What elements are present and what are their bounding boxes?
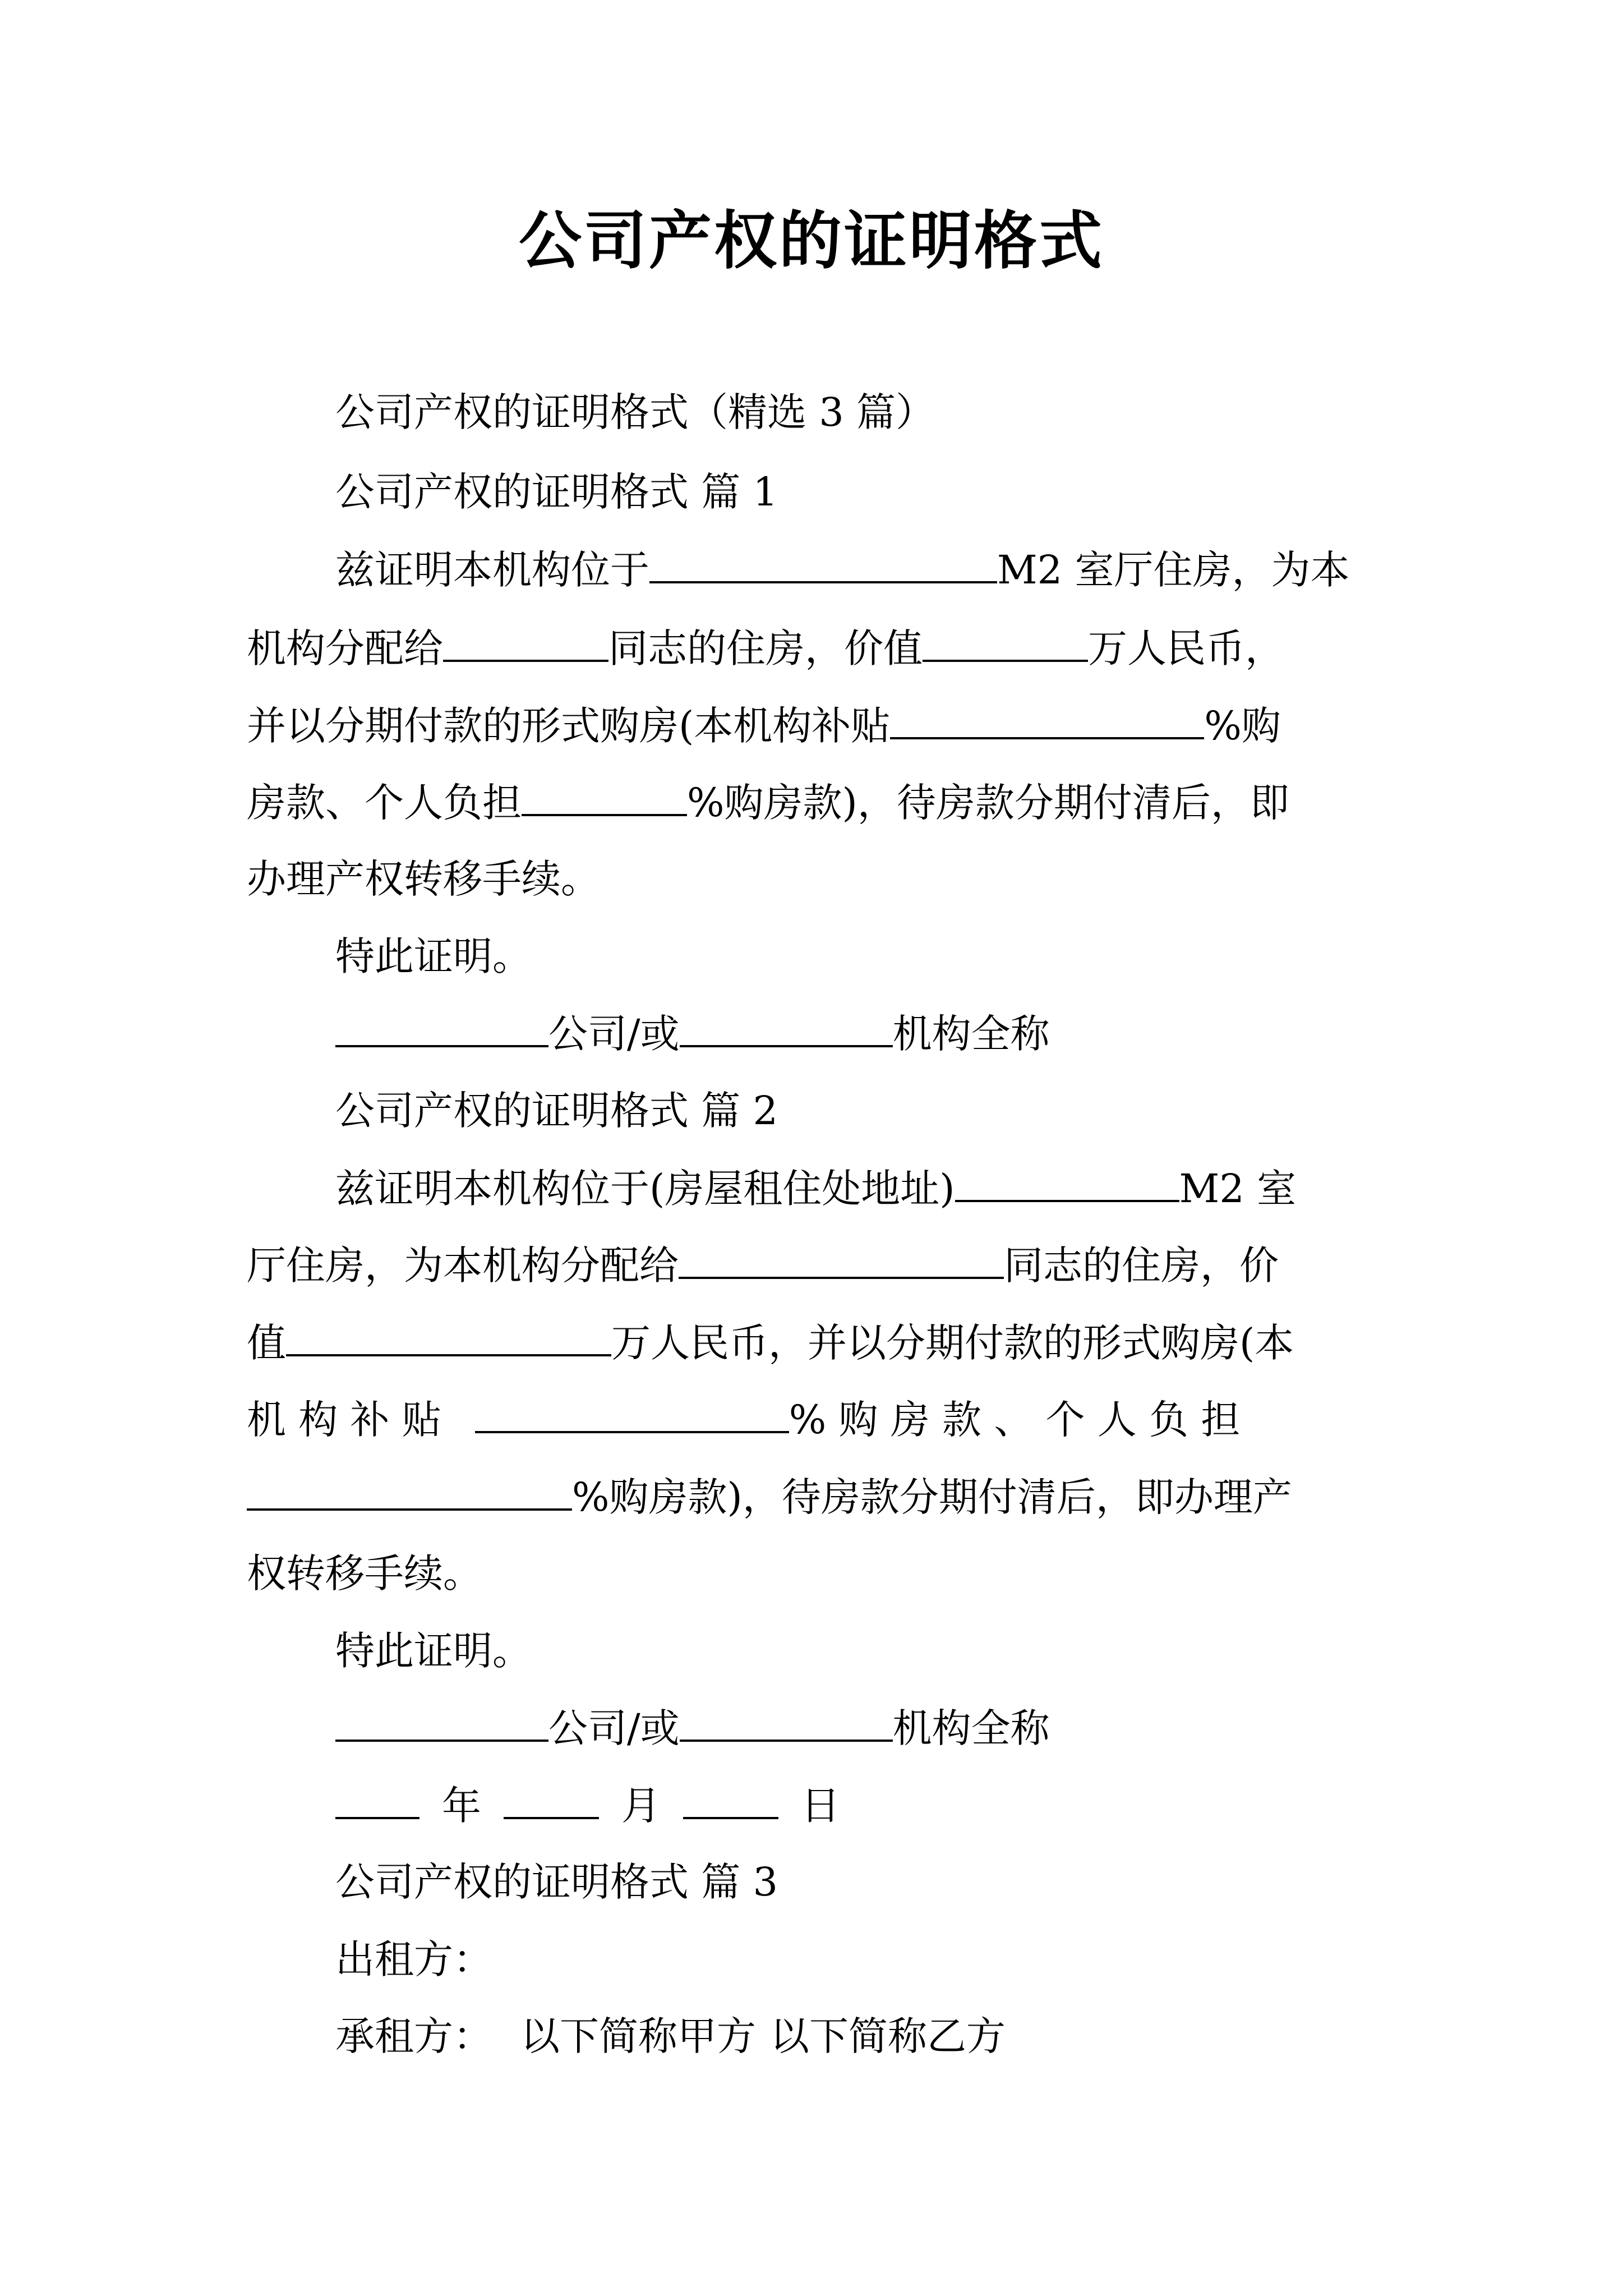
fill-blank [522,777,687,816]
intro-line: 公司产权的证明格式（精选 3 篇） [335,389,935,435]
piece2-date-line [335,1780,840,1830]
fill-blank [504,1780,599,1819]
text-span: 万人民币， [1088,625,1284,671]
text-span: 兹证明本机构位于 [335,547,649,593]
fill-blank [923,623,1088,662]
text-span: 机 构 补 贴 [247,1397,441,1443]
piece1-paragraph-line-2 [247,623,1284,673]
fill-blank [649,544,997,583]
fill-blank [335,1008,548,1047]
lessee-label: 承租方： [335,2013,492,2059]
text-span: 厅住房，为本机构分配给 [247,1243,679,1289]
text-span: %购房款)，待房款分期付清后，即办理产 [572,1474,1292,1520]
piece2-heading: 公司产权的证明格式 篇 2 [335,1088,778,1134]
piece2-paragraph-line-6: 权转移手续。 [247,1550,482,1596]
document-title: 公司产权的证明格式 [519,204,1104,278]
lessee-note-a: 以下简称甲方 [520,2013,756,2059]
text-span: 同志的住房，价值 [608,625,923,671]
text-span: 公司/或 [548,1011,680,1057]
piece2-paragraph-line-3 [247,1317,1294,1368]
text-span: 房款、个人负担 [247,780,522,826]
text-span: 万人民币，并以分期付款的形式购房(本 [611,1320,1294,1366]
text-span: 并以分期付款的形式购房(本机构补贴 [247,703,891,749]
text-span: 机构全称 [892,1011,1050,1057]
piece1-signature-line [335,1008,1050,1059]
text-span: 公司/或 [548,1705,680,1751]
piece3-lessee-line [335,2011,1006,2062]
text-span: 同志的住房，价 [1004,1243,1279,1289]
fill-blank [680,1703,893,1742]
text-span: %购房款)，待房款分期付清后，即 [687,780,1289,826]
fill-blank [335,1703,548,1742]
text-span: 兹证明本机构位于(房屋租住处地址) [335,1166,955,1212]
fill-blank [443,623,608,662]
piece1-paragraph-line-4 [247,777,1289,827]
fill-blank [955,1163,1179,1202]
text-span: 机构全称 [892,1705,1050,1751]
fill-blank [680,1008,893,1047]
piece2-closing: 特此证明。 [335,1628,532,1674]
fill-blank [475,1394,789,1433]
date-day-label: 日 [801,1783,840,1829]
piece1-paragraph-line-5: 办理产权转移手续。 [247,856,600,902]
piece1-paragraph-line-3 [247,700,1281,751]
piece2-paragraph-line-5 [247,1471,1292,1522]
piece1-closing: 特此证明。 [335,933,532,979]
text-span: M2 室 [1179,1166,1297,1212]
fill-blank [683,1780,778,1819]
piece2-signature-line [335,1703,1050,1753]
text-span: % 购 房 款 、 个 人 负 担 [789,1397,1241,1443]
fill-blank [286,1317,611,1356]
piece3-heading: 公司产权的证明格式 篇 3 [335,1859,778,1905]
fill-blank [335,1780,419,1819]
fill-blank [679,1240,1004,1279]
piece2-paragraph-line-2 [247,1240,1279,1290]
piece3-lessor-line: 出租方： [335,1936,492,1982]
fill-blank [890,700,1204,739]
text-span: 机构分配给 [247,625,443,671]
date-month-label: 月 [621,1783,661,1829]
piece2-paragraph-line-1 [335,1163,1296,1213]
piece1-heading: 公司产权的证明格式 篇 1 [335,469,778,515]
fill-blank [247,1471,572,1511]
text-span: %购 [1204,703,1281,749]
piece1-paragraph-line-1 [335,544,1349,595]
text-span: M2 室厅住房，为本 [997,547,1350,593]
lessee-note-b: 以下简称乙方 [770,2013,1006,2059]
text-span: 值 [247,1320,286,1366]
piece2-paragraph-line-4 [247,1394,1240,1444]
date-year-label: 年 [442,1783,481,1829]
